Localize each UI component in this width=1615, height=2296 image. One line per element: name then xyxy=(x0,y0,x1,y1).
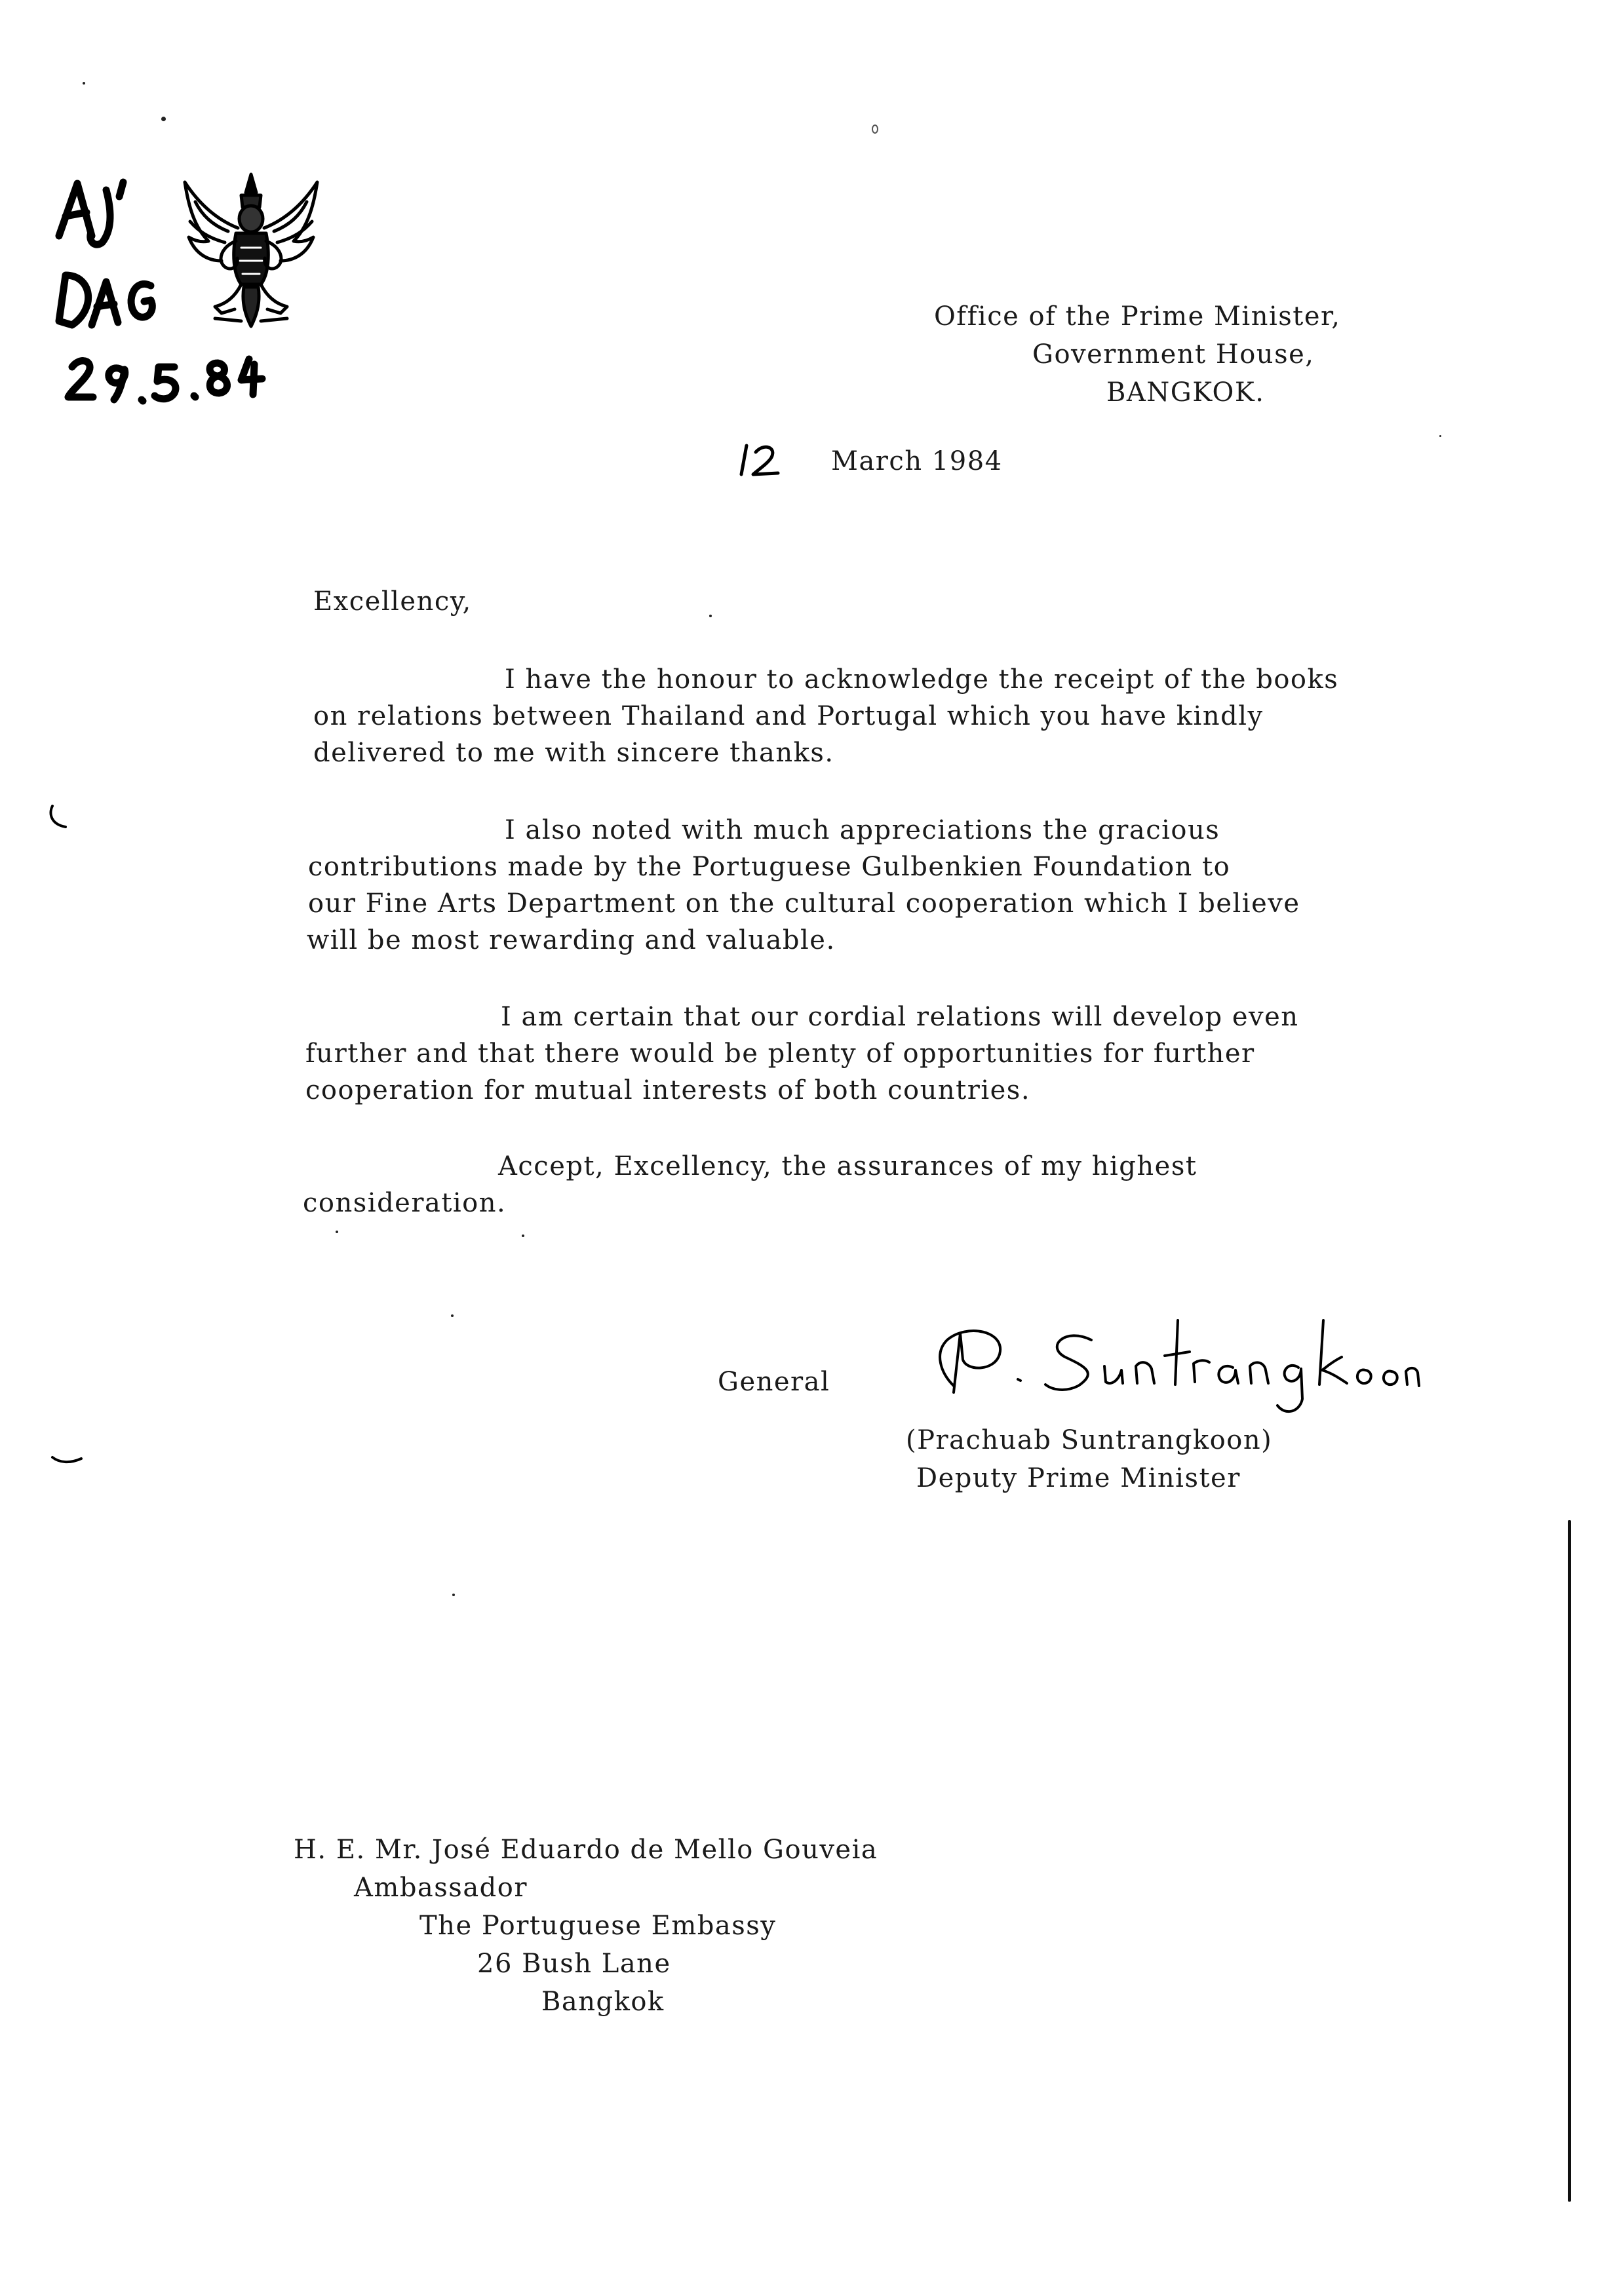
salutation: Excellency, xyxy=(313,586,472,617)
scan-edge-line xyxy=(1568,1520,1571,2202)
body-line: consideration. xyxy=(303,1188,507,1218)
signatory-title: Deputy Prime Minister xyxy=(916,1463,1241,1493)
signatory-rank: General xyxy=(718,1367,830,1397)
scan-speck xyxy=(452,1594,455,1596)
body-line: Accept, Excellency, the assurances of my highest xyxy=(498,1151,1197,1181)
recipient-name: H. E. Mr. José Eduardo de Mello Gouveia xyxy=(294,1835,878,1865)
recipient-city: Bangkok xyxy=(541,1987,665,2017)
recipient-title: Ambassador xyxy=(354,1873,528,1903)
signatory-name: (Prachuab Suntrangkoon) xyxy=(906,1425,1273,1455)
scan-speck xyxy=(872,124,878,134)
body-line: delivered to me with sincere thanks. xyxy=(313,738,834,768)
body-line: our Fine Arts Department on the cultural cooperation which I believe xyxy=(308,889,1300,919)
punch-hole-mark xyxy=(50,1448,83,1474)
office-name: Office of the Prime Minister, xyxy=(934,301,1341,332)
punch-hole-mark xyxy=(46,805,79,831)
scan-speck xyxy=(522,1234,524,1237)
body-line: contributions made by the Portuguese Gulbenkien Foundation to xyxy=(308,852,1231,882)
body-line: cooperation for mutual interests of both countries. xyxy=(305,1075,1031,1105)
scan-speck xyxy=(451,1314,454,1317)
thai-garuda-emblem-icon xyxy=(176,169,326,333)
scan-speck xyxy=(1439,435,1441,437)
handwritten-signature xyxy=(914,1294,1426,1425)
body-line: further and that there would be plenty of opportunities for further xyxy=(305,1039,1255,1069)
scan-speck xyxy=(336,1231,338,1233)
body-line: on relations between Thailand and Portugal which you have kindly xyxy=(313,701,1264,731)
office-location: Government House, xyxy=(1032,339,1315,370)
body-line: I also noted with much appreciations the gracious xyxy=(505,815,1220,845)
body-line: I have the honour to acknowledge the receipt of the books xyxy=(505,664,1339,695)
scan-speck xyxy=(83,82,85,85)
scan-speck xyxy=(709,615,712,617)
scan-speck xyxy=(161,117,166,121)
recipient-street: 26 Bush Lane xyxy=(477,1949,671,1979)
body-line: will be most rewarding and valuable. xyxy=(307,925,836,955)
handwritten-day xyxy=(737,440,787,480)
date-month-year: March 1984 xyxy=(831,446,1003,476)
office-city: BANGKOK. xyxy=(1106,377,1265,408)
recipient-organization: The Portuguese Embassy xyxy=(419,1911,777,1941)
body-line: I am certain that our cordial relations will develop even xyxy=(501,1002,1299,1032)
